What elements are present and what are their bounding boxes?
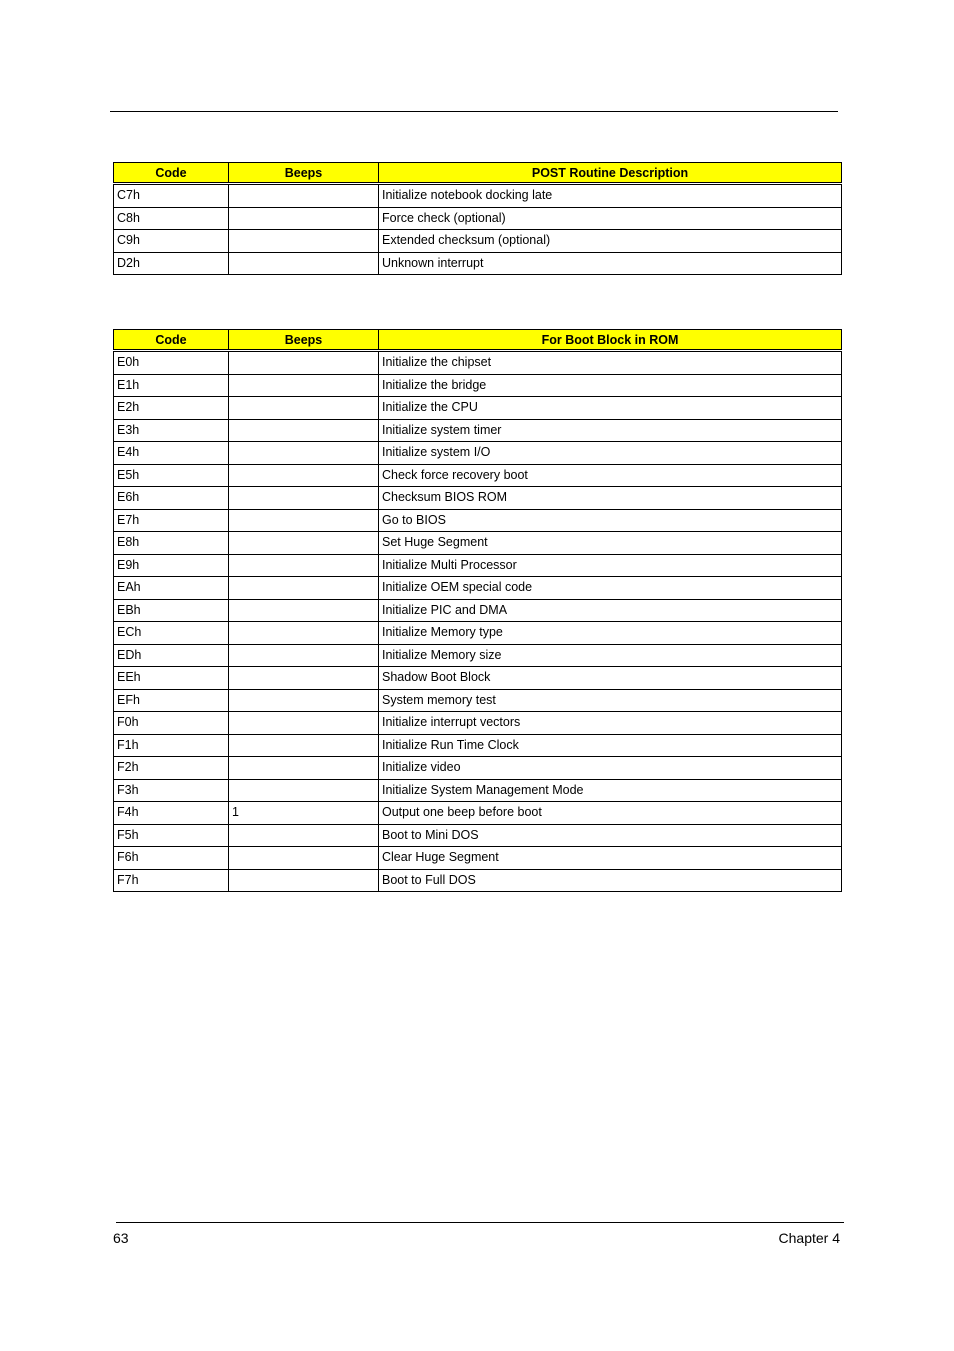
code-cell: F5h xyxy=(114,824,229,847)
beeps-cell xyxy=(229,622,379,645)
table-row xyxy=(114,689,842,712)
description-column-header: POST Routine Description xyxy=(379,163,842,184)
code-cell: E4h xyxy=(114,442,229,465)
table-row xyxy=(114,779,842,802)
code-cell: E0h xyxy=(114,351,229,375)
table-row xyxy=(114,419,842,442)
description-cell: Initialize OEM special code xyxy=(379,577,842,600)
footer-rule xyxy=(116,1222,844,1223)
table-row xyxy=(114,487,842,510)
description-cell: Initialize notebook docking late xyxy=(379,184,842,208)
beeps-cell xyxy=(229,351,379,375)
code-cell: C7h xyxy=(114,184,229,208)
code-cell: E8h xyxy=(114,532,229,555)
code-column-header: Code xyxy=(114,330,229,351)
table-row xyxy=(114,509,842,532)
description-cell: Shadow Boot Block xyxy=(379,667,842,690)
description-cell: Unknown interrupt xyxy=(379,252,842,275)
table-row xyxy=(114,207,842,230)
code-cell: E5h xyxy=(114,464,229,487)
description-cell: Initialize interrupt vectors xyxy=(379,712,842,735)
beeps-cell xyxy=(229,734,379,757)
table-row xyxy=(114,824,842,847)
description-cell: Clear Huge Segment xyxy=(379,847,842,870)
description-cell: Initialize system timer xyxy=(379,419,842,442)
beeps-column-header: Beeps xyxy=(229,163,379,184)
code-cell: F1h xyxy=(114,734,229,757)
beeps-cell xyxy=(229,689,379,712)
description-cell: Check force recovery boot xyxy=(379,464,842,487)
beeps-cell xyxy=(229,779,379,802)
beeps-cell xyxy=(229,207,379,230)
description-cell: Boot to Mini DOS xyxy=(379,824,842,847)
table-row xyxy=(114,374,842,397)
code-cell: E1h xyxy=(114,374,229,397)
table-row xyxy=(114,644,842,667)
header-rule xyxy=(110,111,838,112)
beeps-cell xyxy=(229,847,379,870)
code-cell: E7h xyxy=(114,509,229,532)
table-row xyxy=(114,184,842,208)
page-number: 63 xyxy=(113,1230,129,1246)
table-row xyxy=(114,869,842,892)
description-cell: Initialize Run Time Clock xyxy=(379,734,842,757)
table-row xyxy=(114,577,842,600)
code-cell: EDh xyxy=(114,644,229,667)
table-row xyxy=(114,351,842,375)
table-row xyxy=(114,230,842,253)
description-cell: Initialize video xyxy=(379,757,842,780)
beeps-cell xyxy=(229,252,379,275)
table-row xyxy=(114,554,842,577)
description-cell: Set Huge Segment xyxy=(379,532,842,555)
description-cell: Initialize system I/O xyxy=(379,442,842,465)
code-cell: D2h xyxy=(114,252,229,275)
table-row xyxy=(114,802,842,825)
beeps-cell xyxy=(229,487,379,510)
beeps-cell xyxy=(229,757,379,780)
beeps-cell xyxy=(229,667,379,690)
description-column-header: For Boot Block in ROM xyxy=(379,330,842,351)
table-body xyxy=(114,184,842,275)
description-cell: Checksum BIOS ROM xyxy=(379,487,842,510)
chapter-label: Chapter 4 xyxy=(778,1230,840,1246)
code-column-header: Code xyxy=(114,163,229,184)
table-row xyxy=(114,442,842,465)
description-cell: Initialize the bridge xyxy=(379,374,842,397)
code-cell: F6h xyxy=(114,847,229,870)
beeps-cell xyxy=(229,712,379,735)
code-cell: ECh xyxy=(114,622,229,645)
table-row xyxy=(114,397,842,420)
beeps-cell xyxy=(229,442,379,465)
code-cell: E9h xyxy=(114,554,229,577)
table-row xyxy=(114,464,842,487)
description-cell: Extended checksum (optional) xyxy=(379,230,842,253)
beeps-cell xyxy=(229,599,379,622)
code-cell: EAh xyxy=(114,577,229,600)
description-cell: Initialize Memory size xyxy=(379,644,842,667)
table-row xyxy=(114,712,842,735)
post-routine-table xyxy=(113,162,842,275)
table-body xyxy=(114,351,842,892)
code-cell: F2h xyxy=(114,757,229,780)
code-cell: EEh xyxy=(114,667,229,690)
table-row xyxy=(114,252,842,275)
code-cell: F4h xyxy=(114,802,229,825)
table-row xyxy=(114,847,842,870)
beeps-column-header: Beeps xyxy=(229,330,379,351)
table-row xyxy=(114,599,842,622)
code-cell: E6h xyxy=(114,487,229,510)
description-cell: Initialize the CPU xyxy=(379,397,842,420)
beeps-cell xyxy=(229,644,379,667)
description-cell: Output one beep before boot xyxy=(379,802,842,825)
beeps-cell xyxy=(229,230,379,253)
beeps-cell xyxy=(229,374,379,397)
beeps-cell xyxy=(229,509,379,532)
description-cell: Initialize the chipset xyxy=(379,351,842,375)
code-cell: EFh xyxy=(114,689,229,712)
beeps-cell xyxy=(229,869,379,892)
description-cell: Initialize Memory type xyxy=(379,622,842,645)
boot-block-table xyxy=(113,329,842,892)
beeps-cell xyxy=(229,554,379,577)
table-row xyxy=(114,734,842,757)
table-row xyxy=(114,757,842,780)
code-cell: F0h xyxy=(114,712,229,735)
beeps-cell xyxy=(229,464,379,487)
code-cell: EBh xyxy=(114,599,229,622)
beeps-cell: 1 xyxy=(229,802,379,825)
code-cell: C8h xyxy=(114,207,229,230)
description-cell: System memory test xyxy=(379,689,842,712)
beeps-cell xyxy=(229,419,379,442)
beeps-cell xyxy=(229,397,379,420)
description-cell: Boot to Full DOS xyxy=(379,869,842,892)
description-cell: Go to BIOS xyxy=(379,509,842,532)
code-cell: F3h xyxy=(114,779,229,802)
code-cell: C9h xyxy=(114,230,229,253)
description-cell: Initialize System Management Mode xyxy=(379,779,842,802)
code-cell: F7h xyxy=(114,869,229,892)
beeps-cell xyxy=(229,184,379,208)
table-header-row xyxy=(114,163,842,184)
beeps-cell xyxy=(229,824,379,847)
table-row xyxy=(114,622,842,645)
description-cell: Initialize Multi Processor xyxy=(379,554,842,577)
beeps-cell xyxy=(229,532,379,555)
code-cell: E3h xyxy=(114,419,229,442)
table-row xyxy=(114,667,842,690)
description-cell: Initialize PIC and DMA xyxy=(379,599,842,622)
code-cell: E2h xyxy=(114,397,229,420)
table-header-row xyxy=(114,330,842,351)
beeps-cell xyxy=(229,577,379,600)
table-row xyxy=(114,532,842,555)
description-cell: Force check (optional) xyxy=(379,207,842,230)
